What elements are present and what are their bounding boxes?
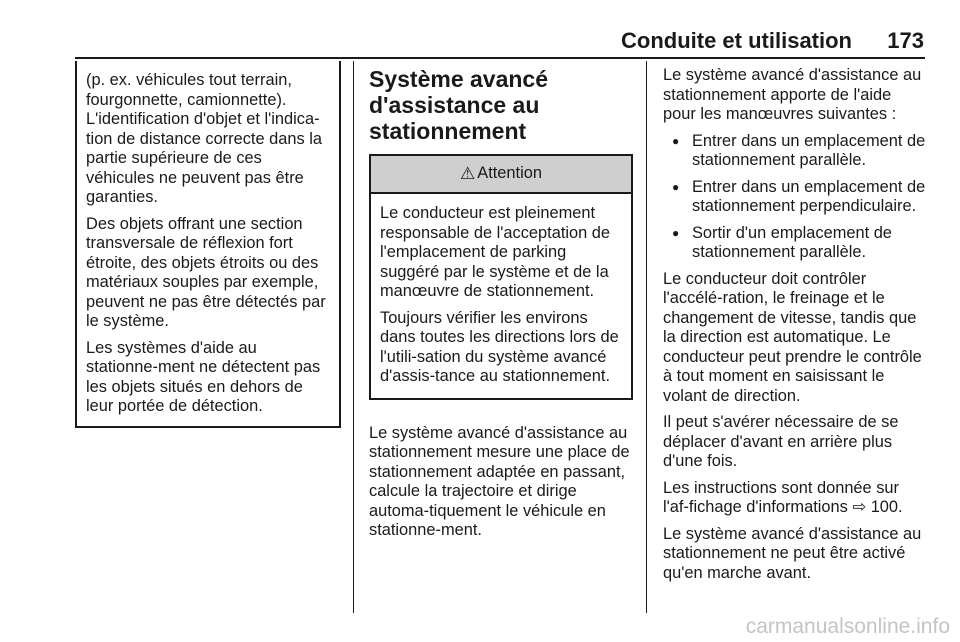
paragraph: Les systèmes d'aide au stationne-ment ne détectent pas les objets situés en dehors de leur portée de détection. [86,338,321,415]
header-rule [75,57,925,59]
section-title-line: d'assistance au [369,92,540,118]
paragraph: Le système avancé d'assistance au stationnement ne peut être activé qu'en marche avant. [663,524,922,582]
column-divider [353,61,354,613]
warning-header [371,156,631,194]
warning-body [371,194,631,398]
section-title-line: Système avancé [369,66,549,92]
list-item: ● Entrer dans un emplacement de stationnement perpendiculaire. [663,178,927,217]
section-title [369,66,633,144]
paragraph: Le système avancé d'assistance au stationnement apporte de l'aide pour les manœuvres suivantes : [663,66,922,123]
reference-paragraph [663,479,927,518]
column-divider [646,61,647,613]
bullet-list [663,132,927,263]
list-item: ● Entrer dans un emplacement de stationnement parallèle. [663,132,927,171]
warning-triangle-icon: ⚠ [460,164,476,184]
paragraph: Le conducteur doit contrôler l'accélé-ration, le freinage et le changement de vitesse, tandis que la direction est automatique. Le conducteur peut prendre le contrôle à tout moment en saisissant le volant de direction. [663,269,922,405]
column-middle [369,66,633,548]
warning-paragraph: Toujours vérifier les environs dans toutes les directions lors de l'utili-sation du système avancé d'assis-tance au stationnement. [380,308,619,385]
warning-label: Attention [477,164,542,183]
paragraph: Le système avancé d'assistance au stationnement mesure une place de stationnement adaptée en passant, calcule la trajectoire et dirige automa-tiquement le véhicule en stationne-ment. [369,423,630,539]
paragraph: Des objets offrant une section transversale de réflexion fort étroite, des objets étroits ou des matériaux souples par exemple, peuvent ne pas être détectés par le système. [86,214,326,330]
column-right [663,66,927,590]
page-header-title: Conduite et utilisation [621,28,852,53]
column-left-box [75,61,341,428]
list-item: ● Sortir d'un emplacement de stationnement parallèle. [663,224,927,263]
reference-page-link[interactable]: 100. [870,498,903,516]
section-title-line: stationnement [369,118,527,144]
warning-box [369,154,633,400]
watermark: carmanualsonline.info [745,615,950,638]
page-reference-arrow-icon: ⇨ [852,498,867,516]
paragraph: (p. ex. véhicules tout terrain, fourgonnette, camionnette). L'identification d'objet et l'indica-tion de distance correcte dans la partie supérieure de ces véhicules ne peuvent pas être garanties. [86,71,322,206]
page-number: 173 [887,28,924,53]
warning-paragraph: Le conducteur est pleinement responsable de l'acceptation de l'emplacement de parking suggéré par le système et de la manœuvre de stationnement. [380,204,611,300]
reference-text: Les instructions sont donnée sur l'af-fichage d'informations [663,478,899,516]
paragraph: Il peut s'avérer nécessaire de se déplacer d'avant en arrière plus d'une fois. [663,413,899,470]
